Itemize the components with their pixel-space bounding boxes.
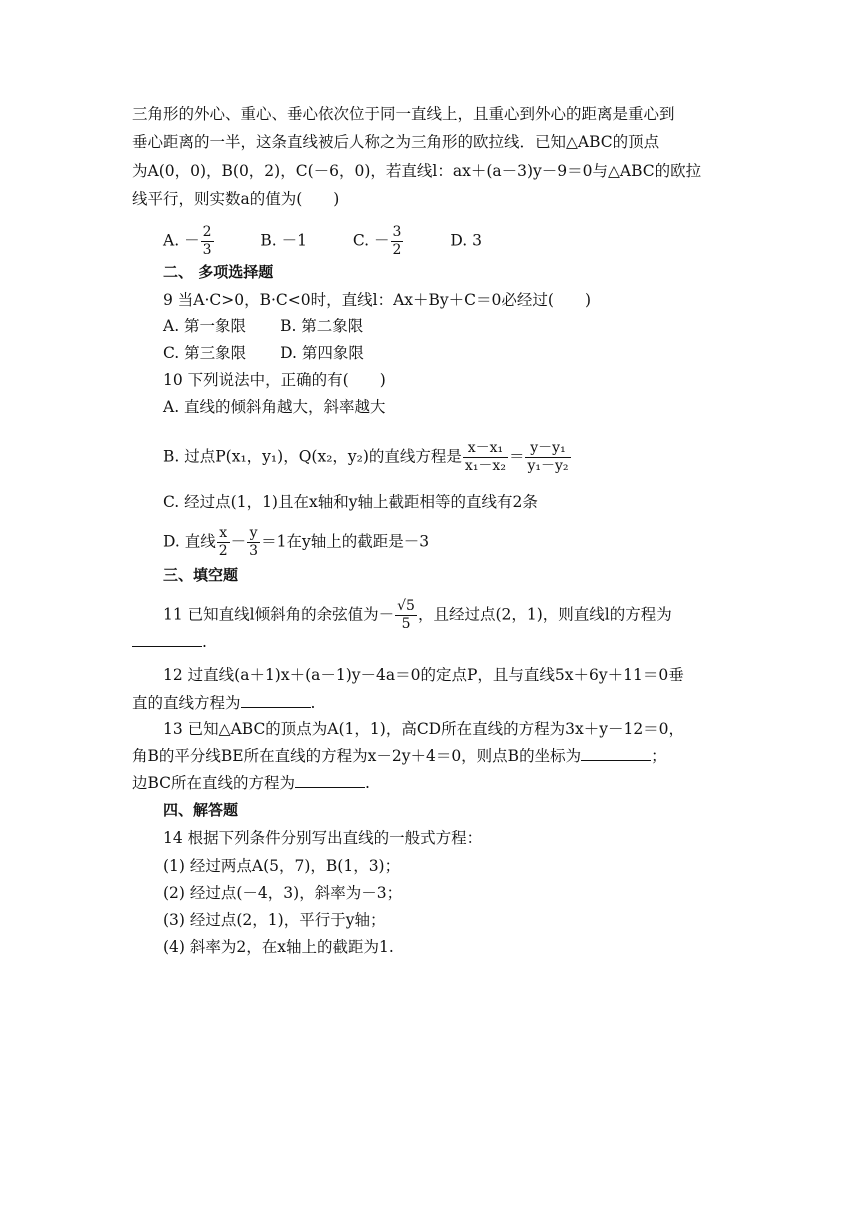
q10-option-b — [163, 440, 572, 475]
q8-option-c-fraction — [391, 224, 404, 259]
fraction-numerator: y－y₁ — [525, 440, 570, 458]
fraction-denominator: 3 — [249, 543, 259, 559]
q8-option-a-label: A. — [163, 231, 180, 250]
fraction-denominator: 2 — [218, 543, 228, 559]
fraction-numerator: x－x₁ — [463, 440, 508, 458]
q9-option-d: D. 第四象限 — [280, 344, 364, 362]
q11-text-tail: ，且经过点(2，1)，则直线l的方程为 — [417, 605, 672, 624]
q13-line-3 — [132, 773, 370, 793]
fraction-denominator: 2 — [392, 242, 402, 258]
fraction-denominator: 5 — [401, 616, 411, 632]
q8-option-a-sign: － — [184, 231, 200, 250]
q10-option-b-fraction-1 — [463, 440, 508, 475]
q11-fraction — [395, 598, 417, 633]
q11-line-1 — [163, 598, 672, 633]
q11-text: 11 已知直线l倾斜角的余弦值为－ — [163, 605, 395, 624]
q10-option-d-text: D. 直线 — [163, 532, 216, 551]
equals-sign: ＝ — [508, 447, 525, 466]
fraction-numerator: x — [217, 525, 230, 543]
q8-line-1: 三角形的外心、重心、垂心依次位于同一直线上，且重心到外心的距离是重心到 — [132, 105, 675, 123]
section-heading-multiple-choice: 二、 多项选择题 — [163, 263, 274, 281]
q10-option-b-fraction-2 — [525, 440, 570, 475]
q14-sub-3: (3) 经过点(2，1)，平行于y轴； — [163, 911, 386, 929]
q10-option-d-tail: ＝1在y轴上的截距是－3 — [261, 532, 430, 551]
q8-option-b: B. －1 — [260, 231, 307, 250]
q13-line-1: 13 已知△ABC的顶点为A(1，1)，高CD所在直线的方程为3x＋y－12＝0， — [163, 720, 685, 738]
q13-text-2: 边BC所在直线的方程为 — [132, 774, 296, 792]
q13-line-2 — [132, 746, 667, 766]
q10-option-b-text: B. 过点P(x₁，y₁)，Q(x₂，y₂)的直线方程是 — [163, 447, 462, 466]
q9-stem: 9 当A·C>0，B·C<0时，直线l：Ax＋By＋C＝0必经过( ) — [163, 291, 591, 309]
q14-stem: 14 根据下列条件分别写出直线的一般式方程： — [163, 829, 483, 847]
answer-blank[interactable] — [581, 746, 651, 761]
q8-options — [163, 224, 482, 259]
q9-options-row-2 — [163, 343, 364, 363]
q8-line-3: 为A(0，0)，B(0，2)，C(－6，0)，若直线l：ax＋(a－3)y－9＝0与△ABC的欧拉 — [132, 162, 702, 180]
q10-stem: 10 下列说法中，正确的有( ) — [163, 371, 386, 389]
q12-line-2 — [132, 693, 315, 713]
fraction-numerator: √5 — [397, 598, 415, 614]
answer-blank[interactable] — [132, 632, 202, 647]
q13-end: . — [365, 774, 370, 792]
q11-line-2 — [132, 632, 207, 652]
q10-option-a: A. 直线的倾斜角越大，斜率越大 — [163, 398, 386, 416]
q10-option-d — [163, 525, 429, 560]
fraction-numerator: 2 — [202, 224, 212, 240]
q8-line-2: 垂心距离的一半，这条直线被后人称之为三角形的欧拉线．已知△ABC的顶点 — [132, 133, 660, 151]
section-heading-fill-in: 三、填空题 — [163, 566, 239, 584]
q12-line-1: 12 过直线(a＋1)x＋(a－1)y－4a＝0的定点P，且与直线5x＋6y＋11＝0垂 — [163, 666, 684, 684]
q10-option-d-fraction-2 — [247, 525, 260, 560]
fraction-numerator: y — [247, 525, 260, 543]
q8-option-c-sign: － — [374, 231, 390, 250]
answer-blank[interactable] — [295, 773, 365, 788]
q8-option-c-label: C. — [352, 231, 370, 250]
minus-sign: － — [230, 532, 247, 551]
q12-text: 直的直线方程为 — [132, 694, 241, 712]
answer-blank[interactable] — [241, 693, 311, 708]
q13-sep: ； — [651, 747, 667, 765]
q11-end: . — [202, 633, 207, 651]
q8-line-4: 线平行，则实数a的值为( ) — [132, 190, 340, 208]
q8-option-a-fraction — [201, 224, 214, 259]
fraction-denominator: y₁－y₂ — [527, 458, 569, 474]
q10-option-d-fraction-1 — [217, 525, 230, 560]
fraction-denominator: x₁－x₂ — [464, 458, 506, 474]
q10-option-c: C. 经过点(1，1)且在x轴和y轴上截距相等的直线有2条 — [163, 493, 538, 511]
fraction-denominator: 3 — [202, 242, 212, 258]
q14-sub-4: (4) 斜率为2，在x轴上的截距为1. — [163, 938, 394, 956]
q8-option-d: D. 3 — [450, 231, 482, 250]
q14-sub-1: (1) 经过两点A(5，7)，B(1，3)； — [163, 857, 401, 875]
fraction-numerator: 3 — [392, 224, 402, 240]
q12-end: . — [310, 694, 316, 712]
section-heading-answer: 四、解答题 — [163, 801, 239, 819]
q9-option-b: B. 第二象限 — [280, 317, 364, 335]
q9-option-c: C. 第三象限 — [163, 344, 247, 362]
q14-sub-2: (2) 经过点(－4，3)，斜率为－3； — [163, 884, 403, 902]
q13-text: 角B的平分线BE所在直线的方程为x－2y＋4＝0，则点B的坐标为 — [132, 747, 582, 765]
q9-options-row-1 — [163, 316, 363, 336]
q9-option-a: A. 第一象限 — [163, 317, 247, 335]
